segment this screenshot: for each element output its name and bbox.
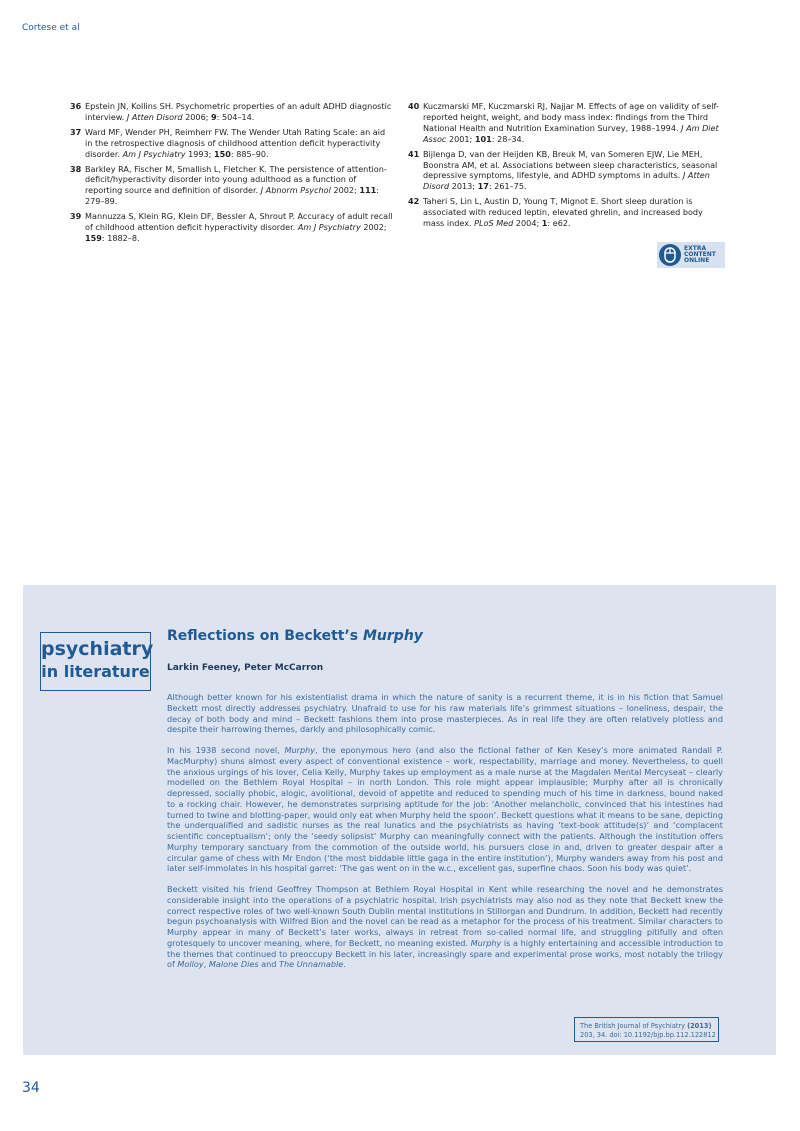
reference-item xyxy=(408,101,726,145)
text-run: . xyxy=(343,959,346,970)
reference-number: 42 xyxy=(408,196,420,207)
text-run: Epstein JN, Kollins SH. Psychometric properties of an adult ADHD diagnostic interview. xyxy=(85,101,392,122)
italic-text: Molloy xyxy=(177,959,204,970)
reference-number: 40 xyxy=(408,101,420,111)
italic-text: Am J Psychiatry xyxy=(122,148,186,159)
section-label-line-2: in literature xyxy=(41,662,150,681)
citation-journal: The British Journal of Psychiatry xyxy=(580,1022,688,1030)
reference-text xyxy=(423,196,726,229)
reference-item xyxy=(408,196,726,229)
italic-text: J Atten Disord xyxy=(126,111,183,122)
text-run: , xyxy=(203,959,209,970)
italic-text: The Unnamable xyxy=(279,959,344,970)
badge-line-1: EXTRA xyxy=(684,244,707,252)
text-run: 1993; xyxy=(185,148,214,159)
reference-text xyxy=(85,127,395,160)
text-run: and xyxy=(258,959,280,970)
bold-text: 111 xyxy=(359,185,377,196)
text-run: : 1882–8. xyxy=(101,232,140,243)
article-paragraph xyxy=(167,884,723,970)
reference-list-right xyxy=(408,101,726,233)
text-run: In his 1938 second novel, xyxy=(167,745,285,755)
italic-text: J Abnorm Psychol xyxy=(260,185,331,196)
text-run: Taheri S, Lin L, Austin D, Young T, Mignot E. Short sleep duration is associated with reduced leptin, elevated ghrelin, and increased body mass index. xyxy=(423,196,703,229)
text-run: 2013; xyxy=(449,181,478,192)
text-run: Barkley RA, Fischer M, Smallish L, Fletcher K. The persistence of attention-deficit/hyperactivity disorder into young adulthood as a function of reporting source and definition of disorder. xyxy=(85,163,387,196)
reference-number: 39 xyxy=(70,211,82,222)
text-run: 2006; xyxy=(182,111,212,122)
article-paragraph xyxy=(167,745,723,874)
text-run: : 885–90. xyxy=(230,148,269,159)
reference-text xyxy=(85,211,395,244)
reference-item xyxy=(70,164,395,208)
text-run: , the eponymous hero (and also the fictional father of Ken Kesey’s more animated Randall P. MacMurphy) shuns almost every aspect of conventional existence – work, respectability, marriage and money. Nevertheless, to quell the anxious urgings of his lover, Celia Kelly, Murphy takes up employment as a male nurse at the Magdalen Mental Mercyseat – clearly modelled on the Bethlem Royal Hospital – in north London. This role might appear implausible; Murphy after all is chronically depressed, socially phobic, alogic, avolitional, devoid of appetite and reduced to spending much of his time in darkness, bound naked to a rocking chair. However, he demonstrates surprising aptitude for the job: ‘Another melancholic, convinced that his intestines had turned to twine and blotting-paper, would only eat when Murphy held the spoon’. Beckett questions what it means to be sane, depicting the underqualified and sadistic nurses as the real lunatics and the psychiatrists as having ‘text-book attitude(s)’ and ‘complacent scientific conceptualism’; only the ‘seedy solipsist’ Murphy can meaningfully connect with the patients. Although the institution offers Murphy temporary sanctuary from the commotion of the outside world, his pursuers close in and, driven to greater despair after a circular game of chess with Mr Endon (‘the most biddable little gaga in the entire institution’), Murphy wanders away from his post and later self-immolates in his hospital garret: ‘The gas went on in the w.c., excellent gas, superfine chaos. Soon his body was quiet’. xyxy=(167,745,723,874)
reference-text xyxy=(85,101,395,123)
reference-item xyxy=(70,127,395,160)
citation-year: (2013) xyxy=(687,1022,712,1030)
article-title xyxy=(167,628,727,644)
page-number: 34 xyxy=(22,1080,40,1096)
bold-text: 159 xyxy=(85,232,102,243)
italic-text: Murphy xyxy=(284,745,316,755)
extra-content-online-badge[interactable] xyxy=(657,242,725,268)
article-body xyxy=(167,692,723,980)
article-authors: Larkin Feeney, Peter McCarron xyxy=(167,663,324,673)
section-label-line-1: psychiatry xyxy=(41,638,154,660)
text-run: 2001; xyxy=(446,133,475,144)
citation-journal-line xyxy=(580,1022,718,1031)
article-title-text: Reflections on Beckett’s xyxy=(167,628,363,644)
text-run: Ward MF, Wender PH, Reimherr FW. The Wender Utah Rating Scale: an aid in the retrospective diagnosis of childhood attention deficit hyperactivity disorder. xyxy=(85,126,386,159)
text-run: : 28–34. xyxy=(491,133,525,144)
bold-text: 9 xyxy=(211,111,217,122)
text-run: Bijlenga D, van der Heijden KB, Breuk M, van Someren EJW, Lie MEH, Boonstra AM, et al. Associations between sleep characteristics, seasonal depressive symptoms, lifestyle, and ADHD symptoms in adults. xyxy=(423,148,718,181)
reference-item xyxy=(70,211,395,244)
reference-number: 36 xyxy=(70,101,82,111)
text-run: 2002; xyxy=(330,185,360,196)
badge-line-2: CONTENT xyxy=(684,250,716,258)
text-run: Mannuzza S, Klein RG, Klein DF, Bessler A, Shrout P. Accuracy of adult recall of childhood attention deficit hyperactivity disorder. xyxy=(85,211,393,233)
text-run: is a highly entertaining and accessible introduction to the themes that continued to preoccupy Beckett in his later, increasingly spare and experimental prose works, most notably the trilogy of xyxy=(167,937,723,970)
running-head: Cortese et al xyxy=(22,23,80,33)
text-run: 2004; xyxy=(513,218,542,229)
italic-text: J Am Diet Assoc xyxy=(423,122,719,144)
bold-text: 101 xyxy=(474,133,492,144)
text-run: Although better known for his existentialist drama in which the nature of sanity is a recurrent theme, it is in his fiction that Samuel Beckett most directly addresses psychiatry. Unafraid to use for his raw materials life’s grimmest situations – loneliness, despair, the decay of both body and mind – Beckett fashions them into prose masterpieces. As in real life they are often relatively plotless and despite their harrowing themes, darkly and philosophically comic. xyxy=(167,692,723,735)
citation-details: 203, 34. doi: 10.1192/bjp.bp.112.122812 xyxy=(580,1031,716,1039)
reference-list-left xyxy=(70,101,395,248)
bold-text: 17 xyxy=(477,181,489,192)
mouse-icon xyxy=(659,244,681,266)
badge-label xyxy=(684,246,716,265)
badge-line-3: ONLINE xyxy=(684,257,710,265)
text-run: : 504–14. xyxy=(216,111,255,122)
reference-text xyxy=(85,164,395,208)
text-run: Kuczmarski MF, Kuczmarski RJ, Najjar M. Effects of age on validity of self-reported height, weight, and body mass index: findings from the Third National Health and Nutrition Examination Survey, 1988–1994. xyxy=(423,101,719,133)
italic-text: J Atten Disord xyxy=(423,170,710,192)
citation-box xyxy=(574,1017,719,1042)
text-run: 2002; xyxy=(360,222,387,233)
text-run: Beckett visited his friend Geoffrey Thompson at Bethlem Royal Hospital in Kent while researching the novel and he demonstrates considerable insight into the operations of a psychiatric hospital. Irish psychiatrists may also nod as they note that Beckett knew the correct respective roles of two well-known South Dublin mental institutions in Stillorgan and Dundrum. In addition, Beckett had recently begun psychoanalysis with Wilfred Bion and the novel can be read as a metaphor for the process of his treatment. Similar characters to Murphy appear in many of Beckett’s later works, always in retreat from so-called normal life, and struggling pitifully and often grotesquely to uncover meaning, where, for Beckett, no meaning existed. xyxy=(167,884,723,948)
article-paragraph xyxy=(167,692,723,735)
bold-text: 1 xyxy=(541,218,548,229)
bold-text: 150 xyxy=(214,148,231,159)
reference-number: 41 xyxy=(408,148,420,159)
reference-text xyxy=(423,149,726,193)
italic-text: Malone Dies xyxy=(208,959,259,970)
reference-number: 37 xyxy=(70,126,82,137)
text-run: : 261–75. xyxy=(488,181,527,192)
italic-text: Murphy xyxy=(470,937,502,948)
reference-text xyxy=(423,101,726,145)
reference-item xyxy=(70,101,395,123)
italic-text: PLoS Med xyxy=(474,218,514,229)
text-run: : 279–89. xyxy=(85,185,379,207)
section-label-box xyxy=(40,632,154,691)
reference-number: 38 xyxy=(70,163,82,174)
italic-text: Am J Psychiatry xyxy=(297,222,361,233)
article-title-italic: Murphy xyxy=(363,628,423,644)
text-run: : e62. xyxy=(547,218,571,229)
reference-item xyxy=(408,149,726,193)
psychiatry-in-literature-panel xyxy=(23,585,776,1055)
